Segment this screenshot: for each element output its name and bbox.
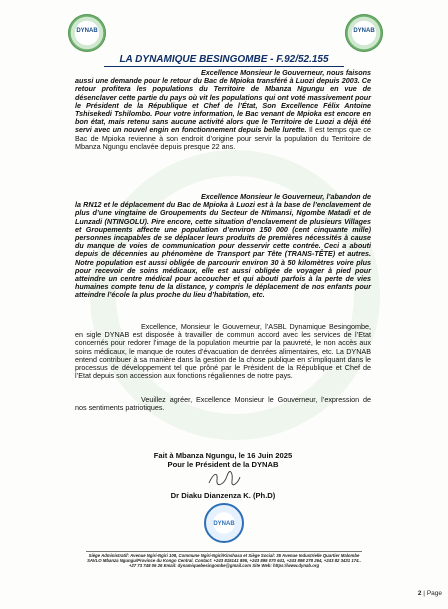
p1-salutation: Excellence Monsieur le Gouverneur, — [201, 68, 325, 77]
footer-divider — [86, 551, 362, 552]
paragraph-closing: Veuillez agréer, Excellence Monsieur le Gouverneur, l’expression de nos sentiments patriotiques. — [75, 395, 371, 413]
page-number-value: 2 — [417, 590, 422, 597]
dynab-logo-left — [68, 14, 106, 52]
dynab-logo-right — [345, 14, 383, 52]
official-stamp — [204, 503, 244, 543]
paragraph-dynab: Excellence, Monsieur le Gouverneur, l’ASBL Dynamique Besingombe, en sigle DYNAB est disposée à travailler de commun accord avec les services de l’Etat concernés pour redorer l’image de la population meurtrie par la pauvreté, le non accès aux soins médicaux, le manque de routes d’évacuation de denrées alimentaires, etc. La DYNAB entend contribuer à sa manière dans la gestion de la chose publique en s’impliquant dans le processus de développement tel que prôné par le Président de la République et Chef de l’Etat depuis son accession aux fonctions régaliennes de notre pays. — [75, 322, 371, 381]
footer-address-line-1: Siège Administratif: Avenue Ngiri-Ngiri 108, Commune Ngiri-Ngiri/Kinshasa et Siège Social: 35 Avenue Industrielle Quartier Malombe — [88, 553, 360, 558]
for-president-line: Pour le Président de la DYNAB — [167, 460, 279, 469]
p2-bold-text: l’abandon de la RN12 et le déplacement du Bac de Mpioka à Luozi est à la base de l’enclavement de plus d’une vingtaine de Groupements du Secteur de Ntimansi, Ngombe Matadi et de Lunzadi (NTINGOLU). Pire encore, cette situation d’enclavement de plusieurs Villages et Groupements affecte une population d’environ 150 000 (cent cinquante mille) personnes incapables de se déplacer leurs produits de premières nécessités à cause du manque de voies de communication pour desservir cette contrée. Ceci a abouti depuis de décennies au phénomène de Transport par Tête (TRANS-TÊTE) et autres. Notre population est aussi obligée de parcourir environ 30 à 50 kilomètres voire plus pour recevoir de soins médicaux, elle est aussi obligée de voyager à pied pour atteindre un centre médical pour accoucher et qui abouti parfois à la perte de vies humaines compte tenu de la distance, y compris le déplacement de nos enfants pour atteindre l’école la plus proche du lieu d’habitation, etc. — [75, 192, 371, 300]
handwritten-signature — [206, 470, 242, 488]
place-date: Fait à Mbanza Ngungu, le 16 Juin 2025 — [153, 451, 293, 460]
page-number: 2 | Page — [417, 590, 442, 597]
logo-right-text: DYNAB — [353, 28, 375, 34]
header-divider — [104, 66, 344, 67]
stamp-text: DYNAB — [213, 521, 235, 527]
footer-address-line-2: SAVLO Mbanza Ngungu/Province du Kongo Central. Contact: +243 815141 895, +243 895 070 641, +243 898 278 264, +243 82 3431 174.. — [87, 558, 361, 563]
letterhead-title: LA DYNAMIQUE BESINGOMBE - F.92/52.155 — [119, 54, 329, 65]
page-label: Page — [426, 590, 442, 597]
paragraph-bac-mpioka — [75, 69, 371, 151]
p1-bold-text: nous faisons aussi une demande pour le retour du Bac de Mpioka transféré à Luozi depuis 2003. Ce retour profitera les populations du Territoire de Mbanza Ngungu en vue de désenclaver cette partie du pays où vit les populations qui ont voté massivement pour le Président de la République et Chef de l’État, Son Excellence Félix Antoine Tshisekedi Tshilombo. Pour votre information, le Bac venant de Mpioka est encore en bon état, mais retenu sans aucune activité alors que le Territoire de Luozi a déjà été servi avec un nouvel engin en fonctionnement depuis belle lurette. — [75, 68, 371, 135]
signatory-name: Dr Diaku Dianzenza K. (Ph.D) — [170, 491, 276, 500]
p2-salutation: Excellence Monsieur le Gouverneur, — [201, 192, 325, 201]
p1-normal-text: Il est temps que ce Bac de Mpioka revienne à son endroit d’origine pour servir la population du Territoire de Mbanza Ngungu enclavée depuis presque 22 ans. — [75, 125, 372, 151]
paragraph-rn12 — [75, 193, 371, 300]
logo-left-text: DYNAB — [76, 28, 98, 34]
footer-contact-line: +27 73 748 06 26 Email: dynamiquebesingombe@gmail.com Site Web: https://www.dynab.org — [128, 563, 320, 568]
